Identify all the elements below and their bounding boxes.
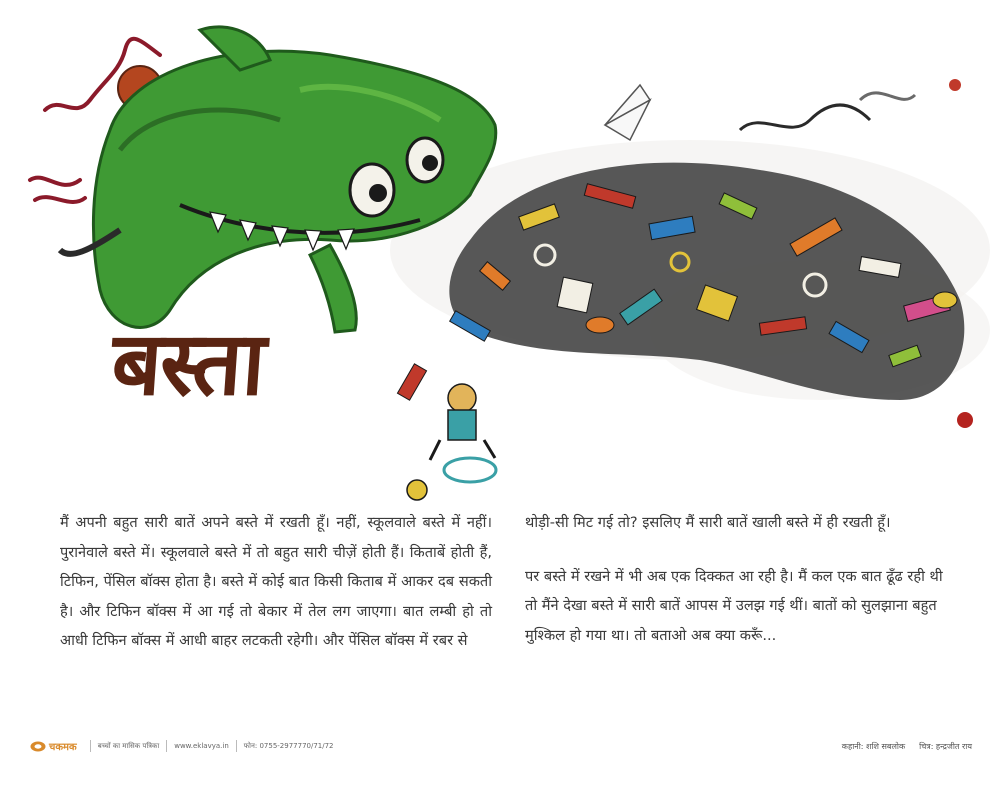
story-title: बस्ता: [108, 312, 268, 415]
credits: [842, 736, 972, 756]
footer-divider: [166, 740, 167, 752]
footer-tagline: बच्चों का मासिक पत्रिका: [97, 741, 160, 750]
frog-eye-left: [350, 164, 394, 216]
footer-divider: [236, 740, 237, 752]
story-credit: कहानी: शशि सबलोक: [841, 741, 906, 751]
paper-plane: [605, 85, 650, 140]
story-paragraph: थोड़ी-सी मिट गई तो? इसलिए मैं सारी बातें खाली बस्ते में ही रखती हूँ।: [525, 514, 891, 531]
art-credit: चित्र: हन्द्रजीत राय: [919, 741, 972, 751]
story-paragraph: मैं अपनी बहुत सारी बातें अपने बस्ते में रखती हूँ। नहीं, स्कूलवाले बस्ते में नहीं। पुरानेवाले बस्ते में। स्कूलवाले बस्ते में तो बहुत सारी चीज़ें होती हैं। किताबें होती हैं, टिफिन, पेंसिल बॉक्स होता है। बस्ते में कोई बात किसी किताब में आकर दब सकती है। और टिफिन बॉक्स में आ गई तो बेकार में तेल लग जाएगा। बात लम्बी हो तो आधी टिफिन बॉक्स में आधी बाहर लटकती रहेगी। और पेंसिल बॉक्स में रबर से: [60, 514, 492, 649]
brand: [30, 739, 77, 753]
footer-contact: फोन: 0755-2977770/71/72: [243, 741, 334, 750]
brand-logo-icon: [30, 741, 46, 752]
footer-divider: [90, 740, 91, 752]
frog-eye-right: [407, 138, 443, 182]
brand-name: चकमक: [49, 742, 77, 753]
doll-figure: [430, 384, 496, 482]
story-right-column: [525, 508, 950, 650]
footer: [30, 736, 980, 756]
yellow-ball: [407, 480, 427, 500]
story-paragraph: पर बस्ते में रखने में भी अब एक दिक्कत आ रही है। मैं कल एक बात ढूँढ रही थी तो मैंने देखा बस्ते में सारी बातें आपस में उलझ गई थीं। बातों को सुलझाना बहुत मुश्किल हो गया था। तो बताओ अब क्या करूँ...: [525, 567, 943, 644]
story-left-column: [60, 508, 492, 656]
footer-website-link[interactable]: www.eklavya.in: [174, 742, 229, 750]
